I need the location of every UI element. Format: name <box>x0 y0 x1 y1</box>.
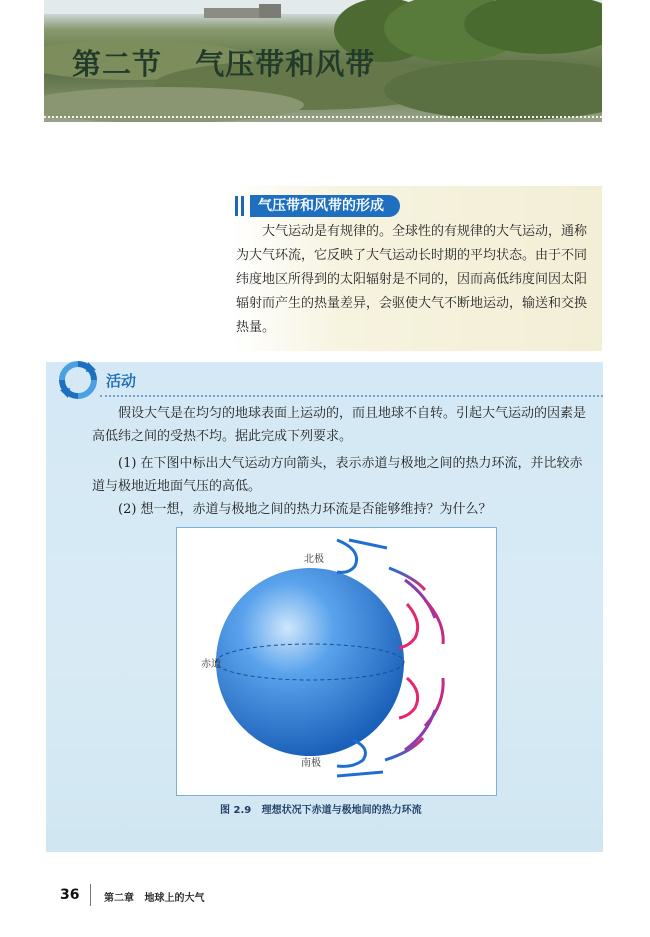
cycle-arrows-icon <box>58 360 98 400</box>
activity-question-1: (1) 在下图中标出大气运动方向箭头，表示赤道与极地之间的热力环流，并比较赤道与极地近地面气压的高低。 <box>92 456 583 494</box>
globe-diagram <box>177 528 496 795</box>
chapter-banner <box>44 0 602 122</box>
banner-divider <box>44 116 602 118</box>
south-pole-label: 南极 <box>301 758 321 769</box>
activity-paragraph-1: 假设大气是在均匀的地球表面上运动的，而且地球不自转。引起大气运动的因素是高低纬之间的受热不均。据此完成下列要求。 <box>92 406 587 444</box>
figure-caption: 图 2.9 理想状况下赤道与极地间的热力环流 <box>220 805 422 816</box>
section-heading <box>235 195 400 217</box>
page-number: 36 <box>60 887 80 903</box>
activity-question-2: (2) 想一想，赤道与极地之间的热力环流是否能够维持？为什么？ <box>118 502 492 517</box>
activity-title: 活动 <box>106 372 137 390</box>
section-heading-label: 气压带和风带的形成 <box>250 195 400 217</box>
heading-bars-icon <box>235 196 244 216</box>
equator-label: 赤道 <box>201 659 221 670</box>
footer-separator <box>90 884 91 906</box>
section-paragraph: 大气运动是有规律的。全球性的有规律的大气运动，通称为大气环流，它反映了大气运动长时期的平均状态。由于不同纬度地区所得到的太阳辐射是不同的，因而高低纬度间因太阳辐射而产生的热量差异，会驱使大气不断地运动，输送和交换热量。 <box>236 224 588 335</box>
figure-frame <box>176 527 497 796</box>
activity-divider <box>100 395 603 397</box>
page-title: 第二节 气压带和风带 <box>72 47 376 81</box>
earth-globe <box>216 568 404 756</box>
north-pole-label: 北极 <box>304 554 324 565</box>
chapter-label: 第二章 地球上的大气 <box>104 893 205 904</box>
